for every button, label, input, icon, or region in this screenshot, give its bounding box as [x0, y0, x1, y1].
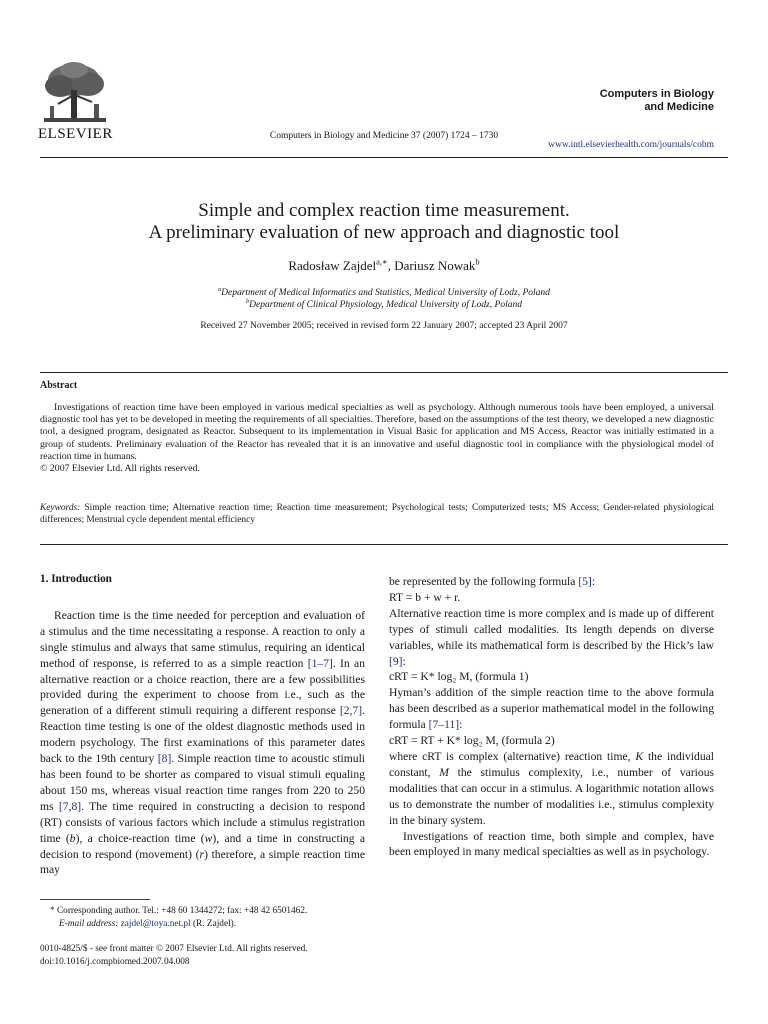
- citation-link[interactable]: [9]: [389, 654, 403, 668]
- affil-b-mark: b: [246, 298, 250, 305]
- affiliation-a: [0, 287, 768, 299]
- author-1-affil-mark: a,∗: [376, 256, 388, 267]
- affiliations: [0, 287, 768, 311]
- body-text: where cRT is complex (alternative) reaction time,: [389, 749, 636, 763]
- intro-text: ), a choice-reaction time (: [75, 831, 205, 845]
- math-variable: b: [69, 831, 76, 845]
- title-line1: Simple and complex reaction time measurement.: [198, 200, 570, 221]
- right-paragraph-4: Investigations of reaction time, both simple and complex, have been employed in many medical specialties as well as in psychology.: [389, 829, 714, 859]
- right-paragraph-2: [389, 685, 714, 733]
- citation-link[interactable]: [1–7]: [307, 656, 333, 670]
- affil-b-text: Department of Clinical Physiology, Medical University of Lodz, Poland: [249, 300, 522, 310]
- footnote: [50, 905, 307, 930]
- intro-text: ), and a time in constructing a decision to respond (movement) (: [40, 831, 365, 861]
- abstract-top-divider: [40, 372, 728, 373]
- affiliation-b: [0, 299, 768, 311]
- abstract-heading: Abstract: [40, 380, 78, 391]
- author-2-affil-mark: b: [475, 256, 480, 267]
- math-variable: r: [199, 847, 205, 861]
- citation-link[interactable]: [7,8]: [58, 799, 82, 813]
- intro-text: ) therefore, a simple reaction time may: [40, 847, 365, 877]
- body-text: :: [459, 718, 463, 732]
- intro-text: . Simple reaction time to acoustic stimuli has been found to be shorter as compared to visual stimuli equaling about 150 ms, whereas visual reaction time ranges from 220 to 250 ms: [40, 752, 366, 813]
- intro-text: . Reaction time testing is one of the oldest diagnostic methods used in modern psychology. The first examinations of this parameter dates back to the 19th century: [40, 704, 365, 766]
- keywords-label: Keywords:: [40, 503, 81, 513]
- body-text: be represented by the following formula: [389, 575, 579, 588]
- front-matter-line: 0010-4825/$ - see front matter © 2007 Elsevier Ltd. All rights reserved.: [40, 944, 308, 954]
- math-variable: K: [635, 749, 644, 763]
- abstract-bottom-divider: [40, 544, 728, 545]
- author-list: [0, 258, 768, 274]
- journal-reference: Computers in Biology and Medicine 37 (2007) 1724 – 1730: [269, 131, 499, 141]
- intro-paragraph-1: [40, 608, 365, 878]
- keywords: [40, 502, 714, 526]
- publisher-name: ELSEVIER: [38, 126, 113, 142]
- right-paragraph-0: [389, 574, 714, 590]
- email-label: E-mail address:: [59, 918, 121, 929]
- citation-link[interactable]: [5]: [578, 575, 592, 588]
- journal-name-line2: and Medicine: [644, 101, 714, 113]
- body-text: the individual constant,: [389, 749, 714, 779]
- formula-2: cRT = RT + K* log₂ M, (formula 2): [389, 734, 555, 748]
- body-text: :: [591, 575, 596, 588]
- intro-text: Reaction time is the time needed for perception and evaluation of a stimulus and the time necessitating a response. A reaction to only a single stimulus and always that same stimulus, requiring an identical method of response, is referred to as a simple reaction: [40, 608, 365, 670]
- affil-a-text: Department of Medical Informatics and Statistics, Medical University of Lodz, Poland: [221, 288, 550, 298]
- journal-name-line1: Computers in Biology: [599, 88, 714, 100]
- intro-text: . The time required in constructing a decision to respond (RT) consists of various factors which include a stimulus registration time (: [40, 799, 365, 845]
- body-text: Alternative reaction time is more complex and is made up of different types of stimuli called modalities. Its length depends on diverse variables, while its mathematical form is described by the Hick’s law: [389, 606, 714, 652]
- abstract-text: Investigations of reaction time have been employed in various medical specialties as well as psychology. Although numerous tools have been employed, a universal diagnostic tool has yet to be developed in meeting the requirements of all specialties. Therefore, based on the assumptions of the test theory, we developed a new diagnostic tool, a designed program, designated as Reactor. Subsequent to its implementation in Visual Basic for application and MS Access, Reactor was initially estimated in a group of students. Preliminary evaluation of the Reactor has revealed that it is an innovative and useful diagnostic tool in compliance with the physiological model of reaction time in humans.: [40, 402, 714, 462]
- received-dates: Received 27 November 2005; received in revised form 22 January 2007; accepted 23 April 2007: [200, 321, 568, 331]
- formula-simple-rt: RT = b + w + r.: [389, 590, 461, 604]
- title-line2: A preliminary evaluation of new approach and diagnostic tool: [148, 222, 620, 243]
- citation-link[interactable]: [7–11]: [428, 718, 460, 732]
- footnote-divider: [40, 899, 150, 900]
- elsevier-tree-logo: [36, 60, 114, 130]
- math-variable: w: [204, 831, 213, 845]
- right-paragraph-1: [389, 606, 714, 670]
- keywords-text: Simple reaction time; Alternative reaction time; Reaction time measurement; Psychological tests; Computerized tests; MS Access; Gender-related physiological differences; Menstrual cycle dependent mental efficiency: [40, 503, 714, 525]
- email-suffix: (R. Zajdel).: [190, 918, 237, 929]
- journal-url-link[interactable]: www.intl.elsevierhealth.com/journals/cobm: [548, 140, 714, 150]
- email-note: [50, 918, 307, 931]
- section-heading-introduction: 1. Introduction: [40, 573, 112, 585]
- author-2: Dariusz Nowak: [394, 258, 476, 273]
- author-separator: ,: [387, 258, 395, 273]
- doi: doi:10.1016/j.compbiomed.2007.04.008: [40, 956, 190, 967]
- left-column: [40, 572, 365, 878]
- citation-link[interactable]: [8]: [157, 752, 172, 766]
- author-1: Radosław Zajdel: [288, 258, 377, 273]
- journal-name: [554, 88, 714, 114]
- body-text: :: [402, 654, 406, 668]
- abstract-body: [40, 402, 714, 475]
- citation-link[interactable]: [2,7]: [339, 704, 363, 718]
- body-text: Hyman’s addition of the simple reaction time to the above formula has been described as a superior mathematical model in the following formula: [389, 686, 714, 732]
- corresponding-author-note: * Corresponding author. Tel.: +48 60 1344272; fax: +48 42 6501462.: [50, 906, 308, 916]
- math-variable: M: [439, 765, 449, 779]
- right-paragraph-3: [389, 749, 714, 829]
- formula-1: cRT = K* log₂ M, (formula 1): [389, 670, 529, 684]
- email-link[interactable]: zajdel@toya.net.pl: [120, 918, 191, 929]
- front-matter: [40, 943, 308, 968]
- affil-a-mark: a: [218, 286, 222, 293]
- article-title: [0, 200, 768, 244]
- body-text: the stimulus complexity, i.e., number of various modalities that can occur in a stimulus. A logarithmic notation allows us to demonstrate the number of modalities i.e., stimulus complexity in the binary system.: [389, 765, 715, 827]
- right-column: [389, 574, 714, 860]
- intro-text: . In an alternative reaction or a choice reaction, there are a few possibilities provided during the experiment to choose from i.e., such as the generation of a different stimuli requiring a different response: [40, 656, 365, 718]
- header-divider: [40, 157, 728, 158]
- abstract-copyright: © 2007 Elsevier Ltd. All rights reserved.: [40, 463, 200, 475]
